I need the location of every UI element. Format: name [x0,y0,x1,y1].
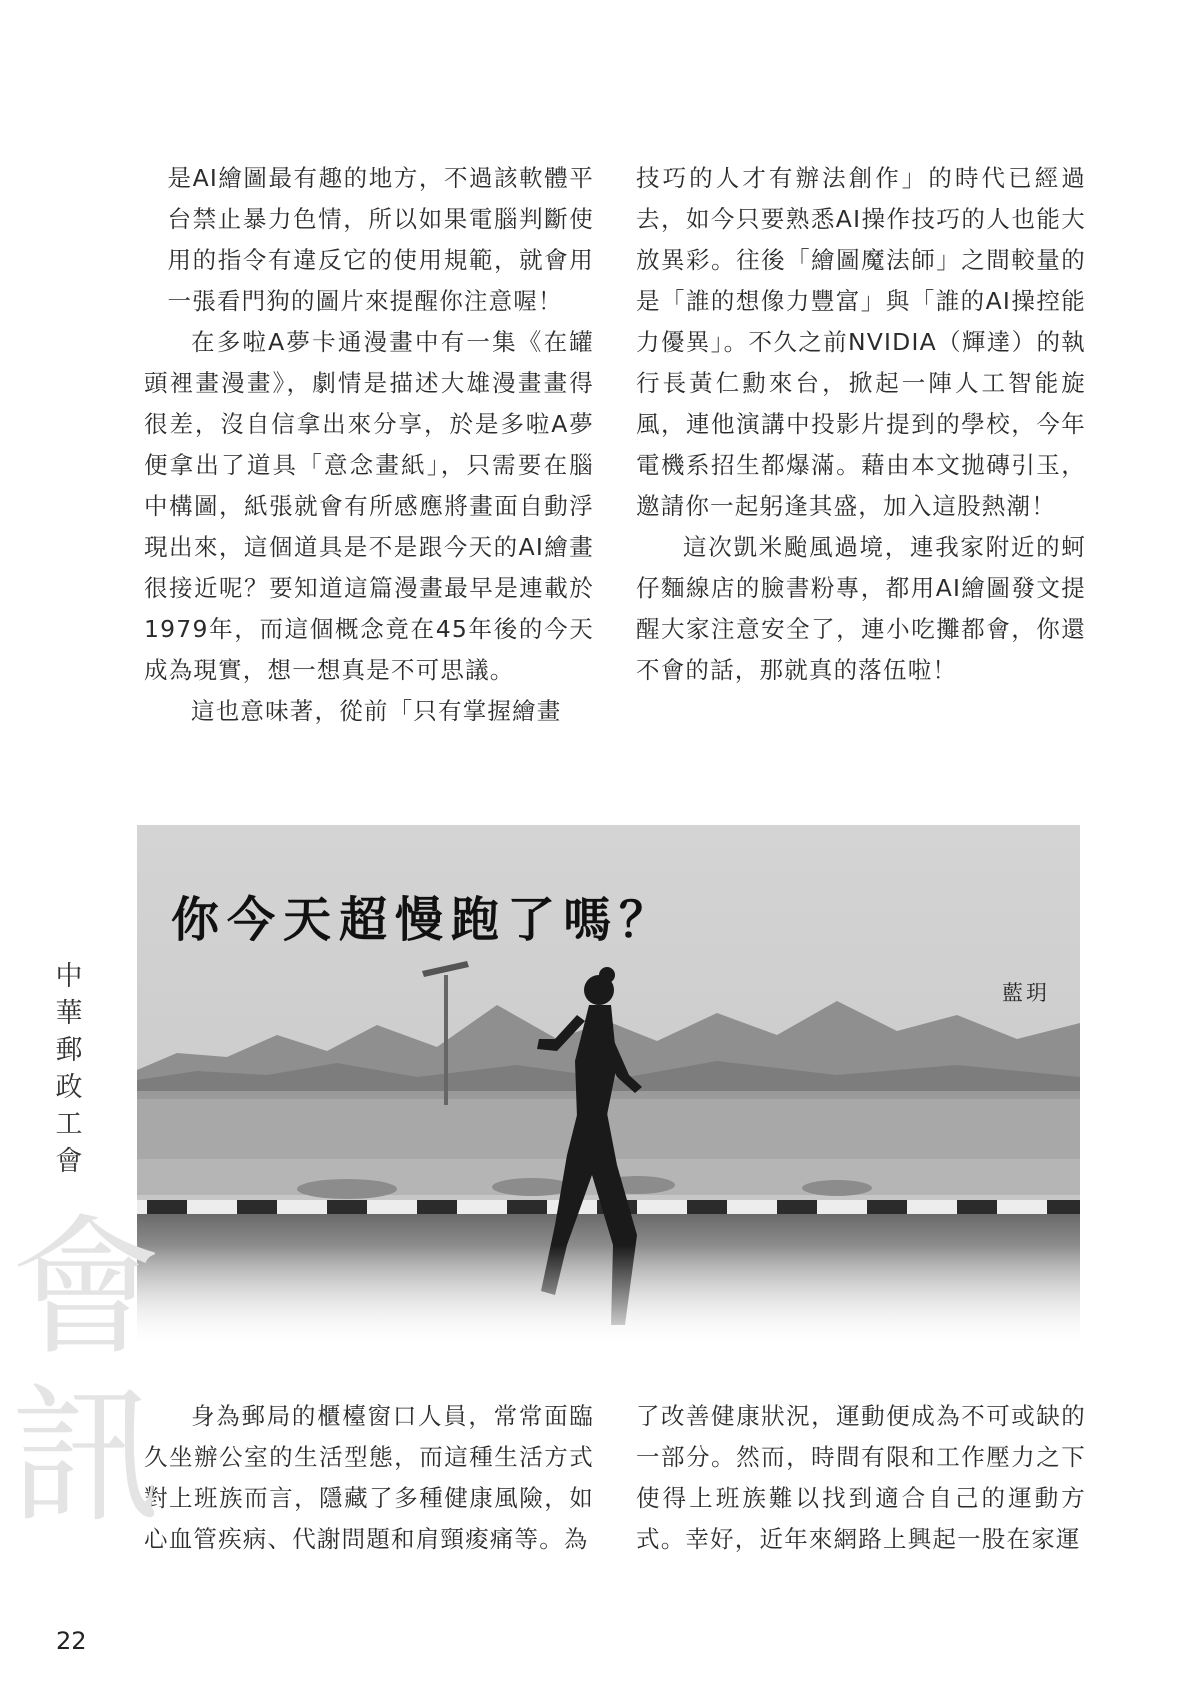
union-name-char: 工 [55,1109,83,1140]
article-title: 你今天超慢跑了嗎？ [171,892,676,948]
paragraph: 是AI繪圖最有趣的地方，不過該軟體平台禁止暴力色情，所以如果電腦判斷使用的指令有違反它的使用規範，就會用一張看門狗的圖片來提醒你注意喔！ [167,164,594,315]
newsletter-watermark [6,1202,166,1544]
paragraph: 了改善健康狀況，運動便成為不可或缺的一部分。然而，時間有限和工作壓力之下使得上班族難以找到適合自己的運動方式。幸好，近年來網路上興起一股在家運 [636,1402,1086,1553]
union-name-char: 中 [55,961,83,992]
paragraph: 技巧的人才有辦法創作」的時代已經過去，如今只要熟悉AI操作技巧的人也能大放異彩。往後「繪圖魔法師」之間較量的是「誰的想像力豐富」與「誰的AI操控能力優異」。不久之前NVIDIA（輝達）的執行長黃仁勳來台，掀起一陣人工智能旋風，連他演講中投影片提到的學校，今年電機系招生都爆滿。藉由本文拋磚引玉，邀請你一起躬逢其盛，加入這股熱潮！ [636,164,1086,520]
hero-photo [137,825,1080,1350]
watermark-char: 訊 [10,1370,161,1544]
union-name-char: 政 [55,1072,83,1103]
continuation-right-column [636,158,1086,691]
paragraph: 身為郵局的櫃檯窗口人員，常常面臨久坐辦公室的生活型態，而這種生活方式對上班族而言，隱藏了多種健康風險，如心血管疾病、代謝問題和肩頸痠痛等。為 [144,1402,594,1553]
page-number: 22 [56,1627,87,1655]
watermark-char: 會 [10,1202,161,1376]
article-left-column [144,1396,594,1560]
paragraph: 這次凱米颱風過境，連我家附近的蚵仔麵線店的臉書粉專，都用AI繪圖發文提醒大家注意安全了，連小吃攤都會，你還不會的話，那就真的落伍啦！ [636,533,1086,684]
union-name-char: 會 [55,1146,83,1177]
continuation-left-column [144,158,594,732]
paragraph: 在多啦A夢卡通漫畫中有一集《在罐頭裡畫漫畫》，劇情是描述大雄漫畫畫得很差，沒自信拿出來分享，於是多啦A夢便拿出了道具「意念畫紙」，只需要在腦中構圖，紙張就會有所感應將畫面自動浮現出來，這個道具是不是跟今天的AI繪畫很接近呢？要知道這篇漫畫最早是連載於1979年，而這個概念竟在45年後的今天成為現實，想一想真是不可思議。 [144,328,594,684]
union-name-char: 郵 [55,1035,83,1066]
union-name-char: 華 [55,998,83,1029]
paragraph: 這也意味著，從前「只有掌握繪畫 [191,697,562,725]
article-author: 藍玥 [1002,981,1050,1005]
article-right-column [636,1396,1086,1560]
union-name-vertical [52,958,86,1180]
